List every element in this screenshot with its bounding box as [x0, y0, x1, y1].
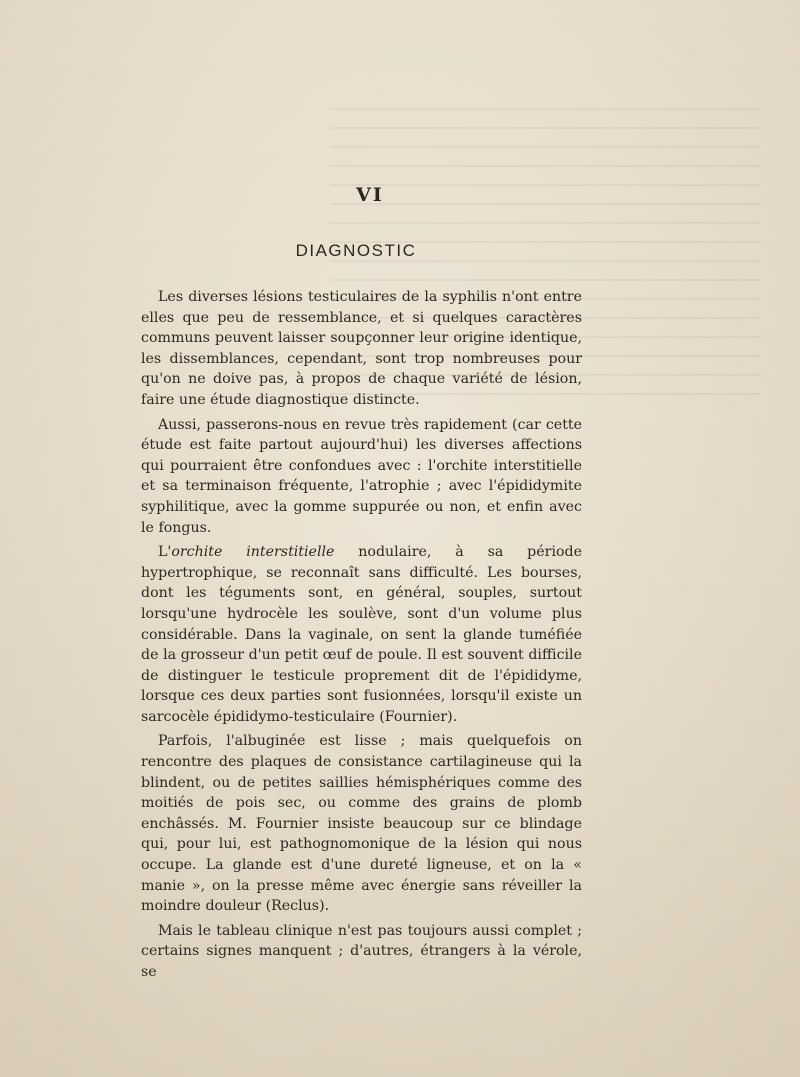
chapter-title: DIAGNOSTIC — [295, 241, 417, 260]
paragraph-3-text: nodulaire, à sa période hypertrophique, se reconnaît sans difficulté. Les bourses, dont les téguments sont, en général, souples, surtout lorsqu'une hydrocèle les soulève, sont d'un volume plus considérable. Dans la vaginale, on sent la glande tuméfiée de la grosseur d'un petit œuf de poule. Il est souvent difficile de distinguer le testicule proprement dit de l'épididyme, lorsque ces deux parties sont fusionnées, lorsqu'il existe un sarcocèle épididymo-testiculaire (Fournier). — [141, 544, 582, 725]
body-text — [141, 287, 582, 987]
italic-term: orchite interstitielle — [171, 544, 335, 561]
paragraph-2: Aussi, passerons-nous en revue très rapidement (car cette étude est faite partout aujourd'hui) les diverses affections qui pourraient être confondues avec : l'orchite interstitielle et sa terminaison fréquente, l'atrophie ; avec l'épididymite syphilitique, avec la gomme suppurée ou non, et enfin avec le fongus. — [141, 416, 582, 536]
paragraph-1: Les diverses lésions testiculaires de la syphilis n'ont entre elles que peu de ressemblance, et si quelques caractères communs peuvent laisser soupçonner leur origine identique, les dissemblances, cependant, sont trop nombreuses pour qu'on ne doive pas, à propos de chaque variété de lésion, faire une étude diagnostique distincte. — [141, 289, 582, 408]
paragraph-5: Mais le tableau clinique n'est pas toujours aussi complet ; certains signes manquent ; d'autres, étrangers à la vérole, se — [141, 922, 582, 980]
paragraph-3-lead: L' — [158, 544, 172, 561]
paragraph-4: Parfois, l'albuginée est lisse ; mais quelquefois on rencontre des plaques de consistance cartilagineuse qui la blindent, ou de petites saillies hémisphériques comme des moitiés de pois sec, ou comme des grains de plomb enchâssés. M. Fournier insiste beaucoup sur ce blindage qui, pour lui, est pathognomonique de la lésion qui nous occupe. La glande est d'une dureté ligneuse, et on la « manie », on la presse même avec énergie sans réveiller la moindre douleur (Reclus). — [141, 733, 582, 915]
paragraph-3 — [141, 542, 582, 727]
chapter-number: VI — [356, 184, 384, 206]
